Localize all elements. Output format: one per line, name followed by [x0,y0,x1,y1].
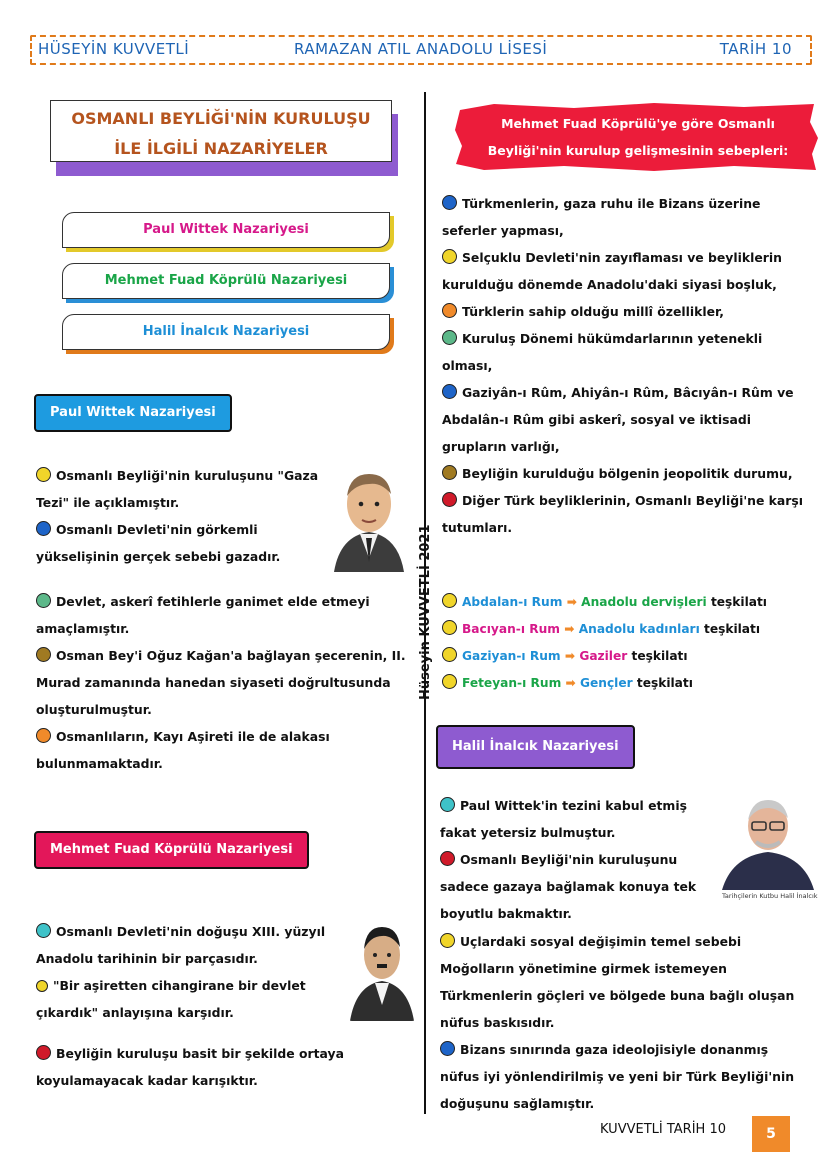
header-subject: TARİH 10 [719,40,792,58]
page-title-line1: OSMANLI BEYLİĞİ'NİN KURULUŞU [71,109,371,128]
red-bullet-icon [442,492,457,507]
inalcik-heading: Halil İnalcık Nazariyesi [436,725,635,769]
blue-bullet-icon [442,384,457,399]
org-row: Bacıyan-ı Rum ➡ Anadolu kadınları teşkilatı [442,616,822,643]
reason-item: Kuruluş Dönemi hükümdarlarının yetenekli olması, [442,331,763,373]
blue-bullet-icon [440,1041,455,1056]
green-bullet-icon [442,330,457,345]
green-bullet-icon [36,593,51,608]
koprulu-heading: Mehmet Fuad Köprülü Nazariyesi [34,831,309,869]
org-row: Feteyan-ı Rum ➡ Gençler teşkilatı [442,670,822,697]
arrow-right-icon: ➡ [565,676,576,690]
red-bullet-icon [440,851,455,866]
page-header [30,35,812,65]
inalcik-points-bottom [440,928,808,1117]
header-school: RAMAZAN ATIL ANADOLU LİSESİ [294,40,548,58]
yellow-bullet-icon [36,467,51,482]
wittek-portrait [326,462,412,572]
reason-item: Beyliğin kurulduğu bölgenin jeopolitik durumu, [442,460,808,487]
koprulu-points-top [36,918,346,1026]
wittek-points-bottom [36,588,412,777]
wittek-point-5: Osmanlıların, Kayı Aşireti ile de alakası bulunmamaktadır. [36,729,330,771]
inalcik-point-1: Paul Wittek'in tezini kabul etmiş fakat yetersiz bulmuştur. [440,798,687,840]
wittek-heading: Paul Wittek Nazariyesi [34,394,232,432]
inalcik-points-top [440,792,716,927]
page-title-box [50,100,392,162]
arrow-right-icon: ➡ [564,649,576,663]
page-number: 5 [752,1116,790,1152]
reasons-list [442,190,808,541]
koprulu-point-2: "Bir aşiretten cihangirane bir devlet çıkardık" anlayışına karşıdır. [36,978,306,1020]
vertical-credit: Hüseyin KUVVETLİ 2021 [418,524,433,700]
arrow-right-icon: ➡ [566,595,577,609]
koprulu-point-1: Osmanlı Devleti'nin doğuşu XIII. yüzyıl Anadolu tarihinin bir parçasıdır. [36,924,326,966]
koprulu-portrait [346,915,418,1021]
teal-bullet-icon [440,797,455,812]
inalcik-portrait [712,790,822,890]
orange-bullet-icon [442,303,457,318]
reason-item: Selçuklu Devleti'nin zayıflaması ve beyliklerin kurulduğu dönemde Anadolu'daki siyasi boşluk, [442,250,782,292]
arrow-right-icon: ➡ [564,622,575,636]
teal-bullet-icon [36,923,51,938]
theory-pill-inalcik: Halil İnalcık Nazariyesi [62,314,390,350]
org-row: Abdalan-ı Rum ➡ Anadolu dervişleri teşkilatı [442,589,822,616]
koprulu-points-bottom [36,1040,412,1094]
footer-text: KUVVETLİ TARİH 10 [600,1122,726,1137]
olive-bullet-icon [442,465,457,480]
orange-bullet-icon [36,728,51,743]
wittek-point-4: Osman Bey'i Oğuz Kağan'a bağlayan şecerenin, II. Murad zamanında hanedan siyaseti doğrultusunda oluşturulmuştur. [36,648,406,717]
koprulu-point-3: Beyliğin kuruluşu basit bir şekilde ortaya koyulamayacak kadar karışıktır. [36,1046,344,1088]
wittek-point-3: Devlet, askerî fetihlerle ganimet elde etmeyi amaçlamıştır. [36,594,370,636]
wittek-points-top [36,462,326,570]
blue-bullet-icon [36,521,51,536]
reasons-banner [460,110,816,164]
page-title-line2: İLE İLGİLİ NAZARİYELER [114,139,328,158]
inalcik-caption: Tarihçilerin Kutbu Halil İnalcık [722,892,818,900]
yellow-bullet-icon [440,933,455,948]
header-author: HÜSEYİN KUVVETLİ [38,40,190,58]
theory-pill-koprulu: Mehmet Fuad Köprülü Nazariyesi [62,263,390,299]
wittek-point-2: Osmanlı Devleti'nin görkemli yükselişinin gerçek sebebi gazadır. [36,522,281,564]
yellow-bullet-icon [442,620,457,635]
yellow-bullet-icon [442,249,457,264]
yellow-bullet-icon [442,593,457,608]
olive-bullet-icon [36,647,51,662]
blue-bullet-icon [442,195,457,210]
yellow-bullet-icon [442,674,457,689]
inalcik-point-4: Bizans sınırında gaza ideolojisiyle donanmış nüfus iyi yönlendirilmiş ve yeni bir Türk Beyliği'nin doğuşunu sağlamıştır. [440,1042,795,1111]
org-list [442,589,822,697]
reason-item: Türklerin sahip olduğu millî özellikler, [442,298,808,325]
reasons-banner-line1: Mehmet Fuad Köprülü'ye göre Osmanlı [501,116,775,131]
yellow-bullet-icon [442,647,457,662]
reason-item: Türkmenlerin, gaza ruhu ile Bizans üzerine seferler yapması, [442,196,761,238]
inalcik-point-3: Uçlardaki sosyal değişimin temel sebebi Moğolların yönetimine girmek istemeyen Türkmenlerin göçleri ve bölgede buna bağlı oluşan nüfus baskısıdır. [440,934,795,1030]
reasons-banner-line2: Beyliği'nin kurulup gelişmesinin sebepleri: [487,143,789,158]
theory-pill-wittek: Paul Wittek Nazariyesi [62,212,390,248]
yellow-bullet-icon [36,980,48,992]
org-row: Gaziyan-ı Rum ➡ Gaziler teşkilatı [442,643,822,670]
wittek-point-1: Osmanlı Beyliği'nin kuruluşunu "Gaza Tezi" ile açıklamıştır. [36,468,319,510]
reason-item: Gaziyân-ı Rûm, Ahiyân-ı Rûm, Bâcıyân-ı Rûm ve Abdalân-ı Rûm gibi askerî, sosyal ve iktisadi grupların varlığı, [442,385,794,454]
inalcik-point-2: Osmanlı Beyliği'nin kuruluşunu sadece gazaya bağlamak konuya tek boyutlu bakmaktır. [440,852,697,921]
reason-item: Diğer Türk beyliklerinin, Osmanlı Beyliği'ne karşı tutumları. [442,493,804,535]
red-bullet-icon [36,1045,51,1060]
